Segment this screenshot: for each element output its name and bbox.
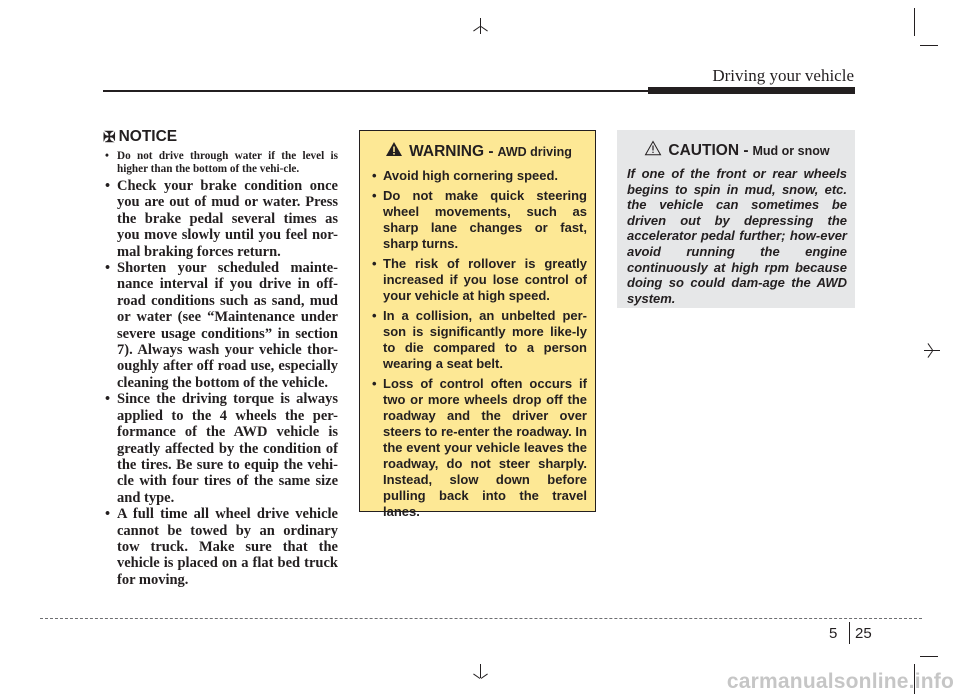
- caution-subtitle: Mud or snow: [752, 143, 830, 158]
- notice-title: NOTICE: [118, 128, 178, 145]
- watermark: carmanualsonline.info: [726, 670, 954, 693]
- crop-mark-top-right-h: [920, 45, 938, 46]
- list-item: • In a collision, an unbelted per-son is significantly more like-ly to die compared to a person wearing a seat belt.: [370, 308, 587, 372]
- crop-mark-bottom-center-h2: [481, 674, 488, 679]
- crop-mark-bottom-center-v: [480, 664, 481, 678]
- notice-heading: [103, 128, 338, 146]
- crop-mark-right-center-v2: [928, 351, 933, 358]
- caution-triangle-icon: [644, 140, 662, 161]
- list-item: • Avoid high cornering speed.: [370, 168, 587, 184]
- list-item: • Do not drive through water if the level is higher than the bottom of the vehi-cle.: [103, 150, 338, 176]
- footer-dashed-rule: [40, 618, 922, 619]
- page-number: 25: [855, 625, 872, 642]
- caution-box: [617, 130, 855, 308]
- warning-heading: [370, 141, 587, 162]
- list-item: • Since the driving torque is always applied to the 4 wheels the per-formance of the AWD vehicle is greatly affected by the condition of the tires. Be sure to equip the vehi-cle with four tires of the same size and type.: [103, 391, 338, 506]
- warning-list: [370, 168, 587, 520]
- crop-mark-top-right-v: [914, 8, 915, 36]
- crop-mark-top-center-h2: [481, 26, 488, 31]
- crop-mark-bottom-right-h: [920, 656, 938, 657]
- warning-subtitle: AWD driving: [497, 144, 572, 159]
- list-item: • Shorten your scheduled mainte-nance interval if you drive in off-road conditions such as sand, mud or water (see “Maintenance under severe usage conditions” in section 7). Always wash your vehicle thor-oughly after off road use, especially cleaning the bottom of the vehicle.: [103, 260, 338, 391]
- chapter-number: 5: [829, 625, 838, 642]
- page-number-separator: [849, 622, 850, 644]
- caution-text: If one of the front or rear wheels begins to spin in mud, snow, etc. the vehicle can sometimes be driven out by depressing the accelerator pedal further; how-ever avoid running the engine continuously at high rpm because doing so could dam-age the AWD system.: [627, 166, 847, 306]
- notice-list: [103, 150, 338, 588]
- section-title: Driving your vehicle: [712, 66, 854, 85]
- cross-star-icon: ✠: [103, 129, 116, 146]
- list-item: • Check your brake condition once you are out of mud or water. Press the brake pedal several times as you move slowly until you feel nor-mal braking forces return.: [103, 178, 338, 260]
- list-item: • A full time all wheel drive vehicle cannot be towed by an ordinary tow truck. Make sure that the vehicle is placed on a flat bed truck for moving.: [103, 506, 338, 588]
- warning-box: [359, 130, 596, 519]
- list-item: • The risk of rollover is greatly increased if you lose control of your vehicle at high speed.: [370, 256, 587, 304]
- warning-title: WARNING -: [409, 142, 494, 160]
- warning-triangle-icon: [385, 141, 403, 162]
- list-item: • Do not make quick steering wheel movements, such as sharp lane changes or fast, sharp turns.: [370, 188, 587, 252]
- notice-section: [103, 128, 338, 588]
- list-item: • Loss of control often occurs if two or more wheels drop off the roadway and the driver over steers to re-enter the roadway. In the event your vehicle leaves the roadway, do not steer sharply. Instead, slow down before pulling back into the travel lanes.: [370, 376, 587, 520]
- header-rule-thick: [648, 87, 855, 94]
- caution-title: CAUTION -: [668, 141, 749, 159]
- caution-heading: [627, 140, 847, 161]
- header-rule: [103, 90, 648, 92]
